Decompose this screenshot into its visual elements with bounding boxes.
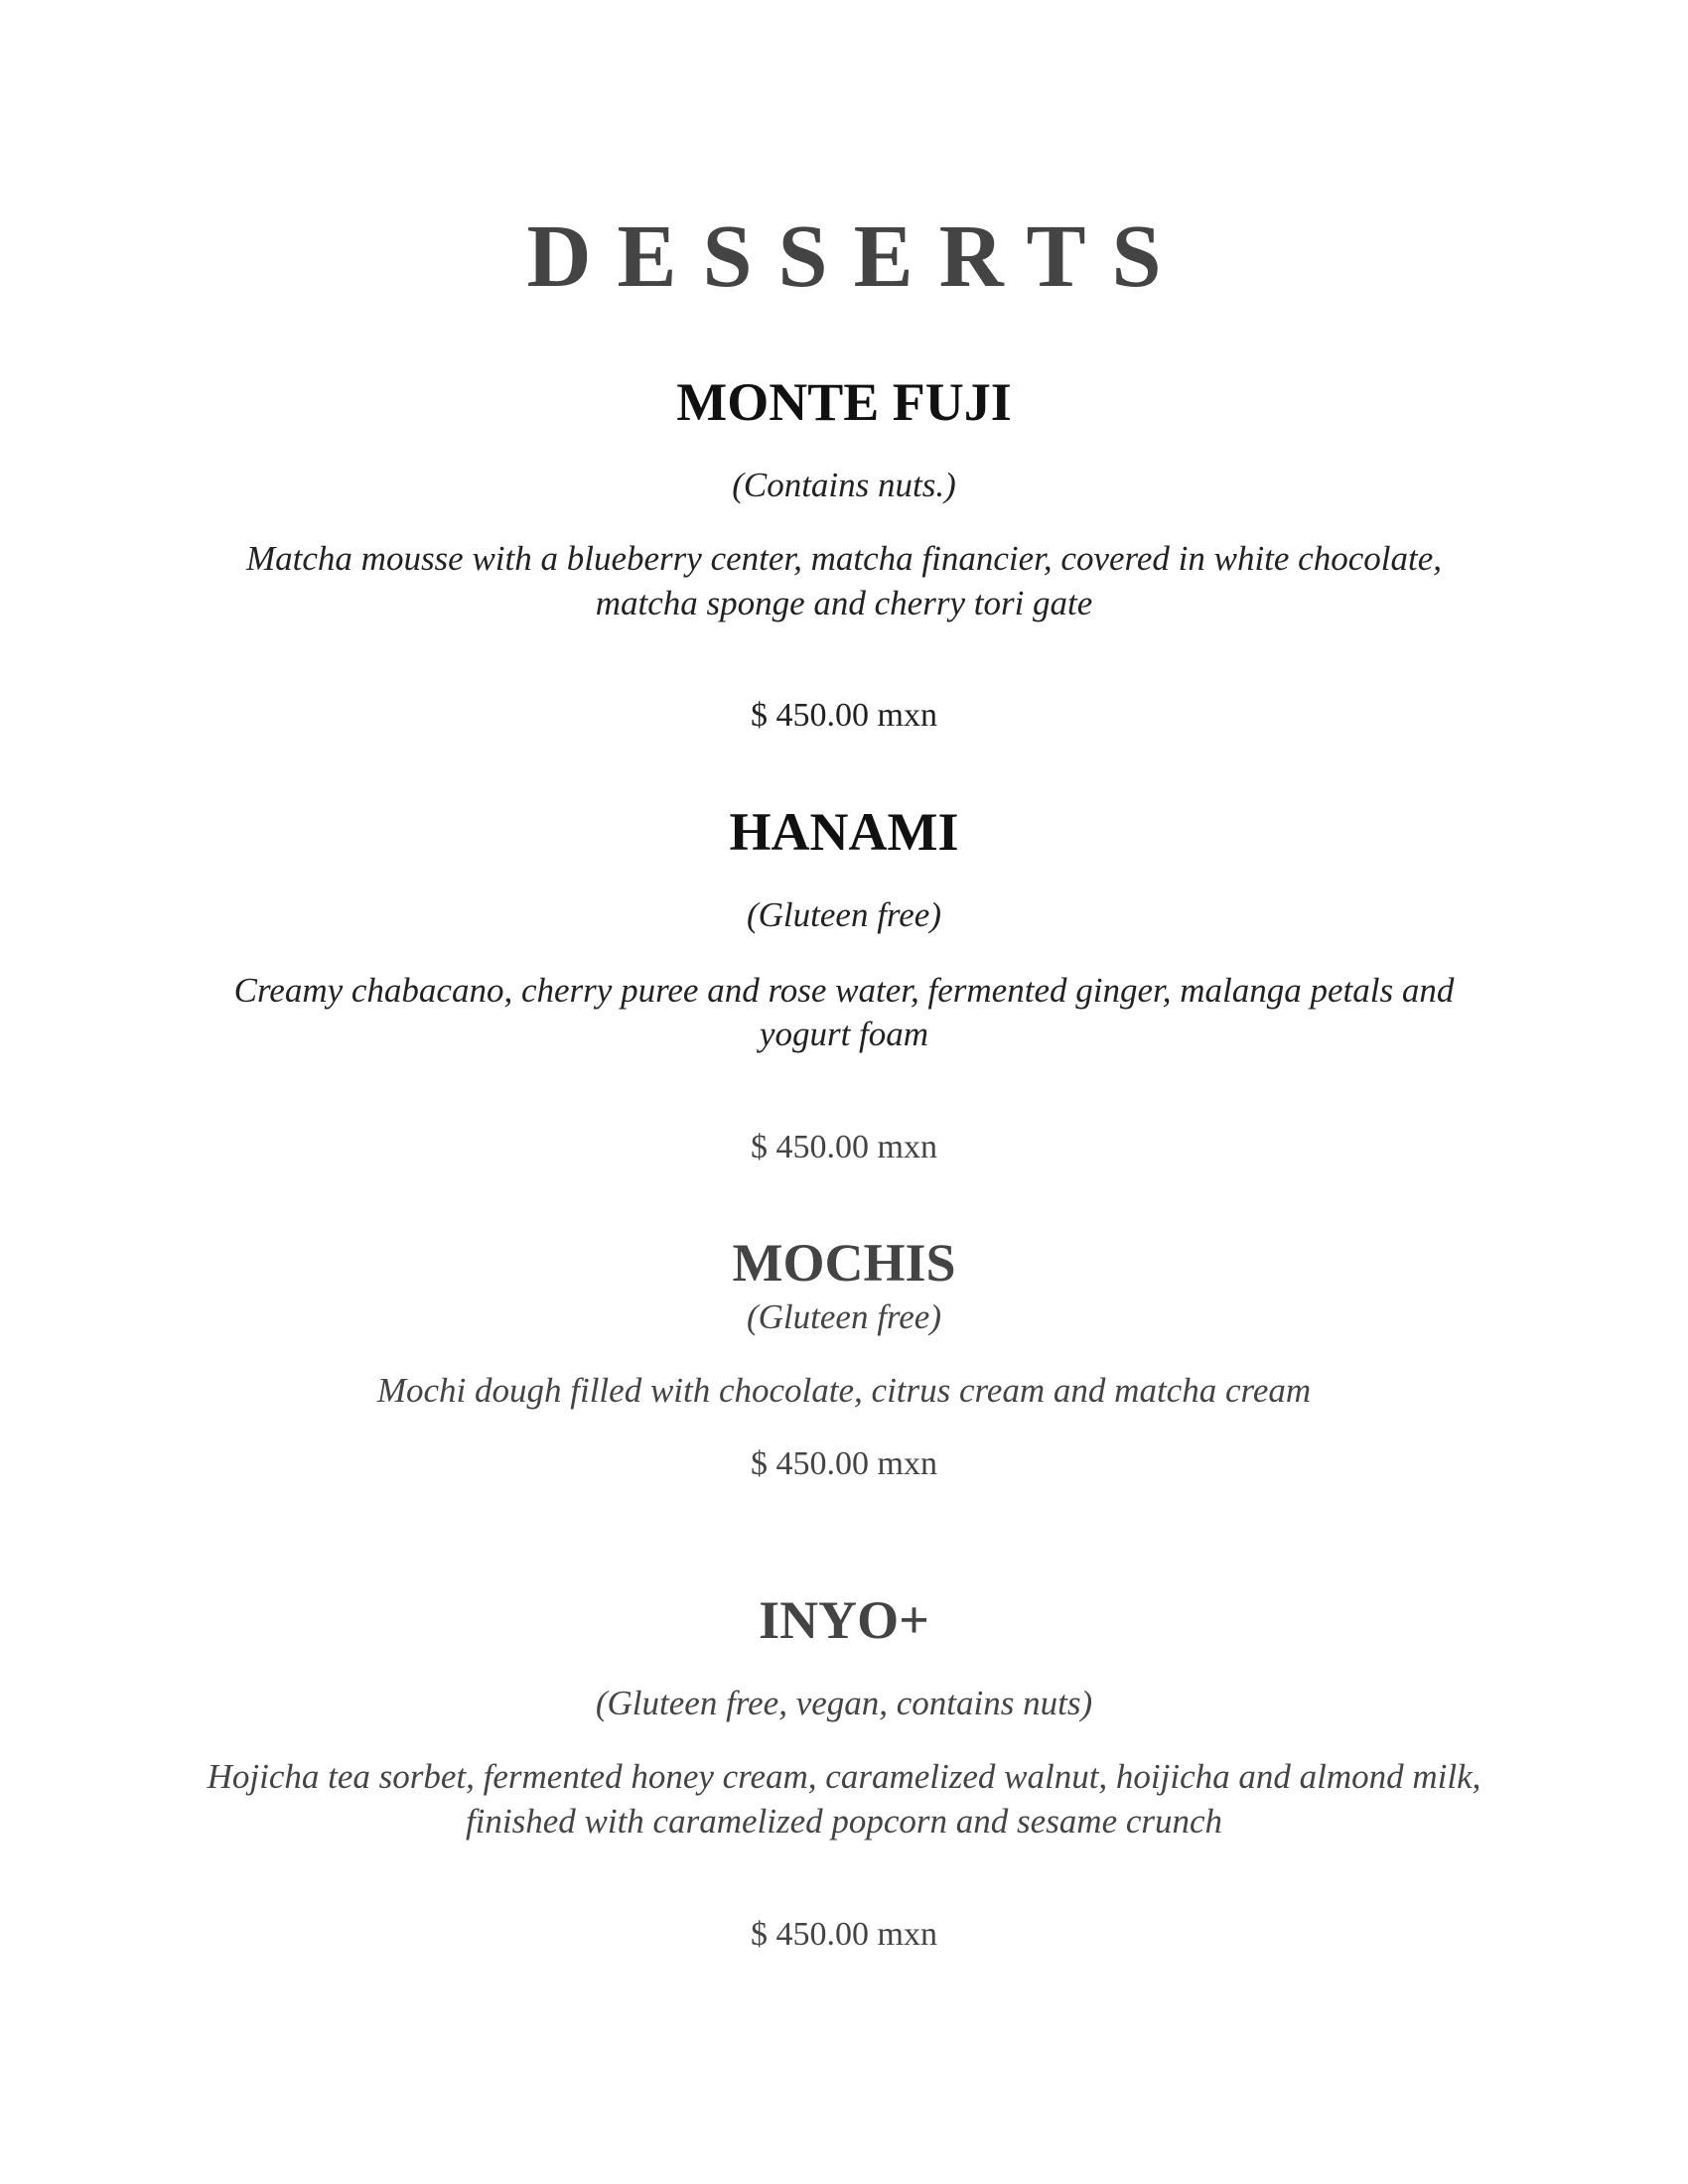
item-price: $ 450.00 mxn xyxy=(751,697,937,734)
item-note: (Contains nuts.) xyxy=(732,466,956,504)
item-description-line: Mochi dough filled with chocolate, citrus cream and matcha cream xyxy=(376,1371,1312,1410)
item-note: (Gluteen free) xyxy=(747,1297,941,1336)
item-price: $ 450.00 mxn xyxy=(751,1445,937,1482)
item-name: MONTE FUJI xyxy=(676,372,1012,432)
item-name: MOCHIS xyxy=(732,1233,956,1293)
item-description-line: finished with caramelized popcorn and sesame crunch xyxy=(465,1802,1223,1841)
item-description-line: yogurt foam xyxy=(759,1015,929,1053)
item-description-line: Hojicha tea sorbet, fermented honey cream, caramelized walnut, hoijicha and almond milk, xyxy=(207,1757,1481,1796)
item-description-line: Matcha mousse with a blueberry center, matcha financier, covered in white chocolate, xyxy=(246,539,1442,578)
item-name: HANAMI xyxy=(729,802,959,862)
item-description-line: Creamy chabacano, cherry puree and rose water, fermented ginger, malanga petals and xyxy=(233,971,1455,1010)
item-name: INYO+ xyxy=(759,1590,929,1650)
item-description-line: matcha sponge and cherry tori gate xyxy=(595,584,1093,622)
item-price: $ 450.00 mxn xyxy=(751,1129,937,1165)
item-price: $ 450.00 mxn xyxy=(751,1916,937,1953)
item-note: (Gluteen free) xyxy=(747,895,941,934)
page-title: DESSERTS xyxy=(526,207,1188,306)
item-note: (Gluteen free, vegan, contains nuts) xyxy=(595,1684,1093,1722)
